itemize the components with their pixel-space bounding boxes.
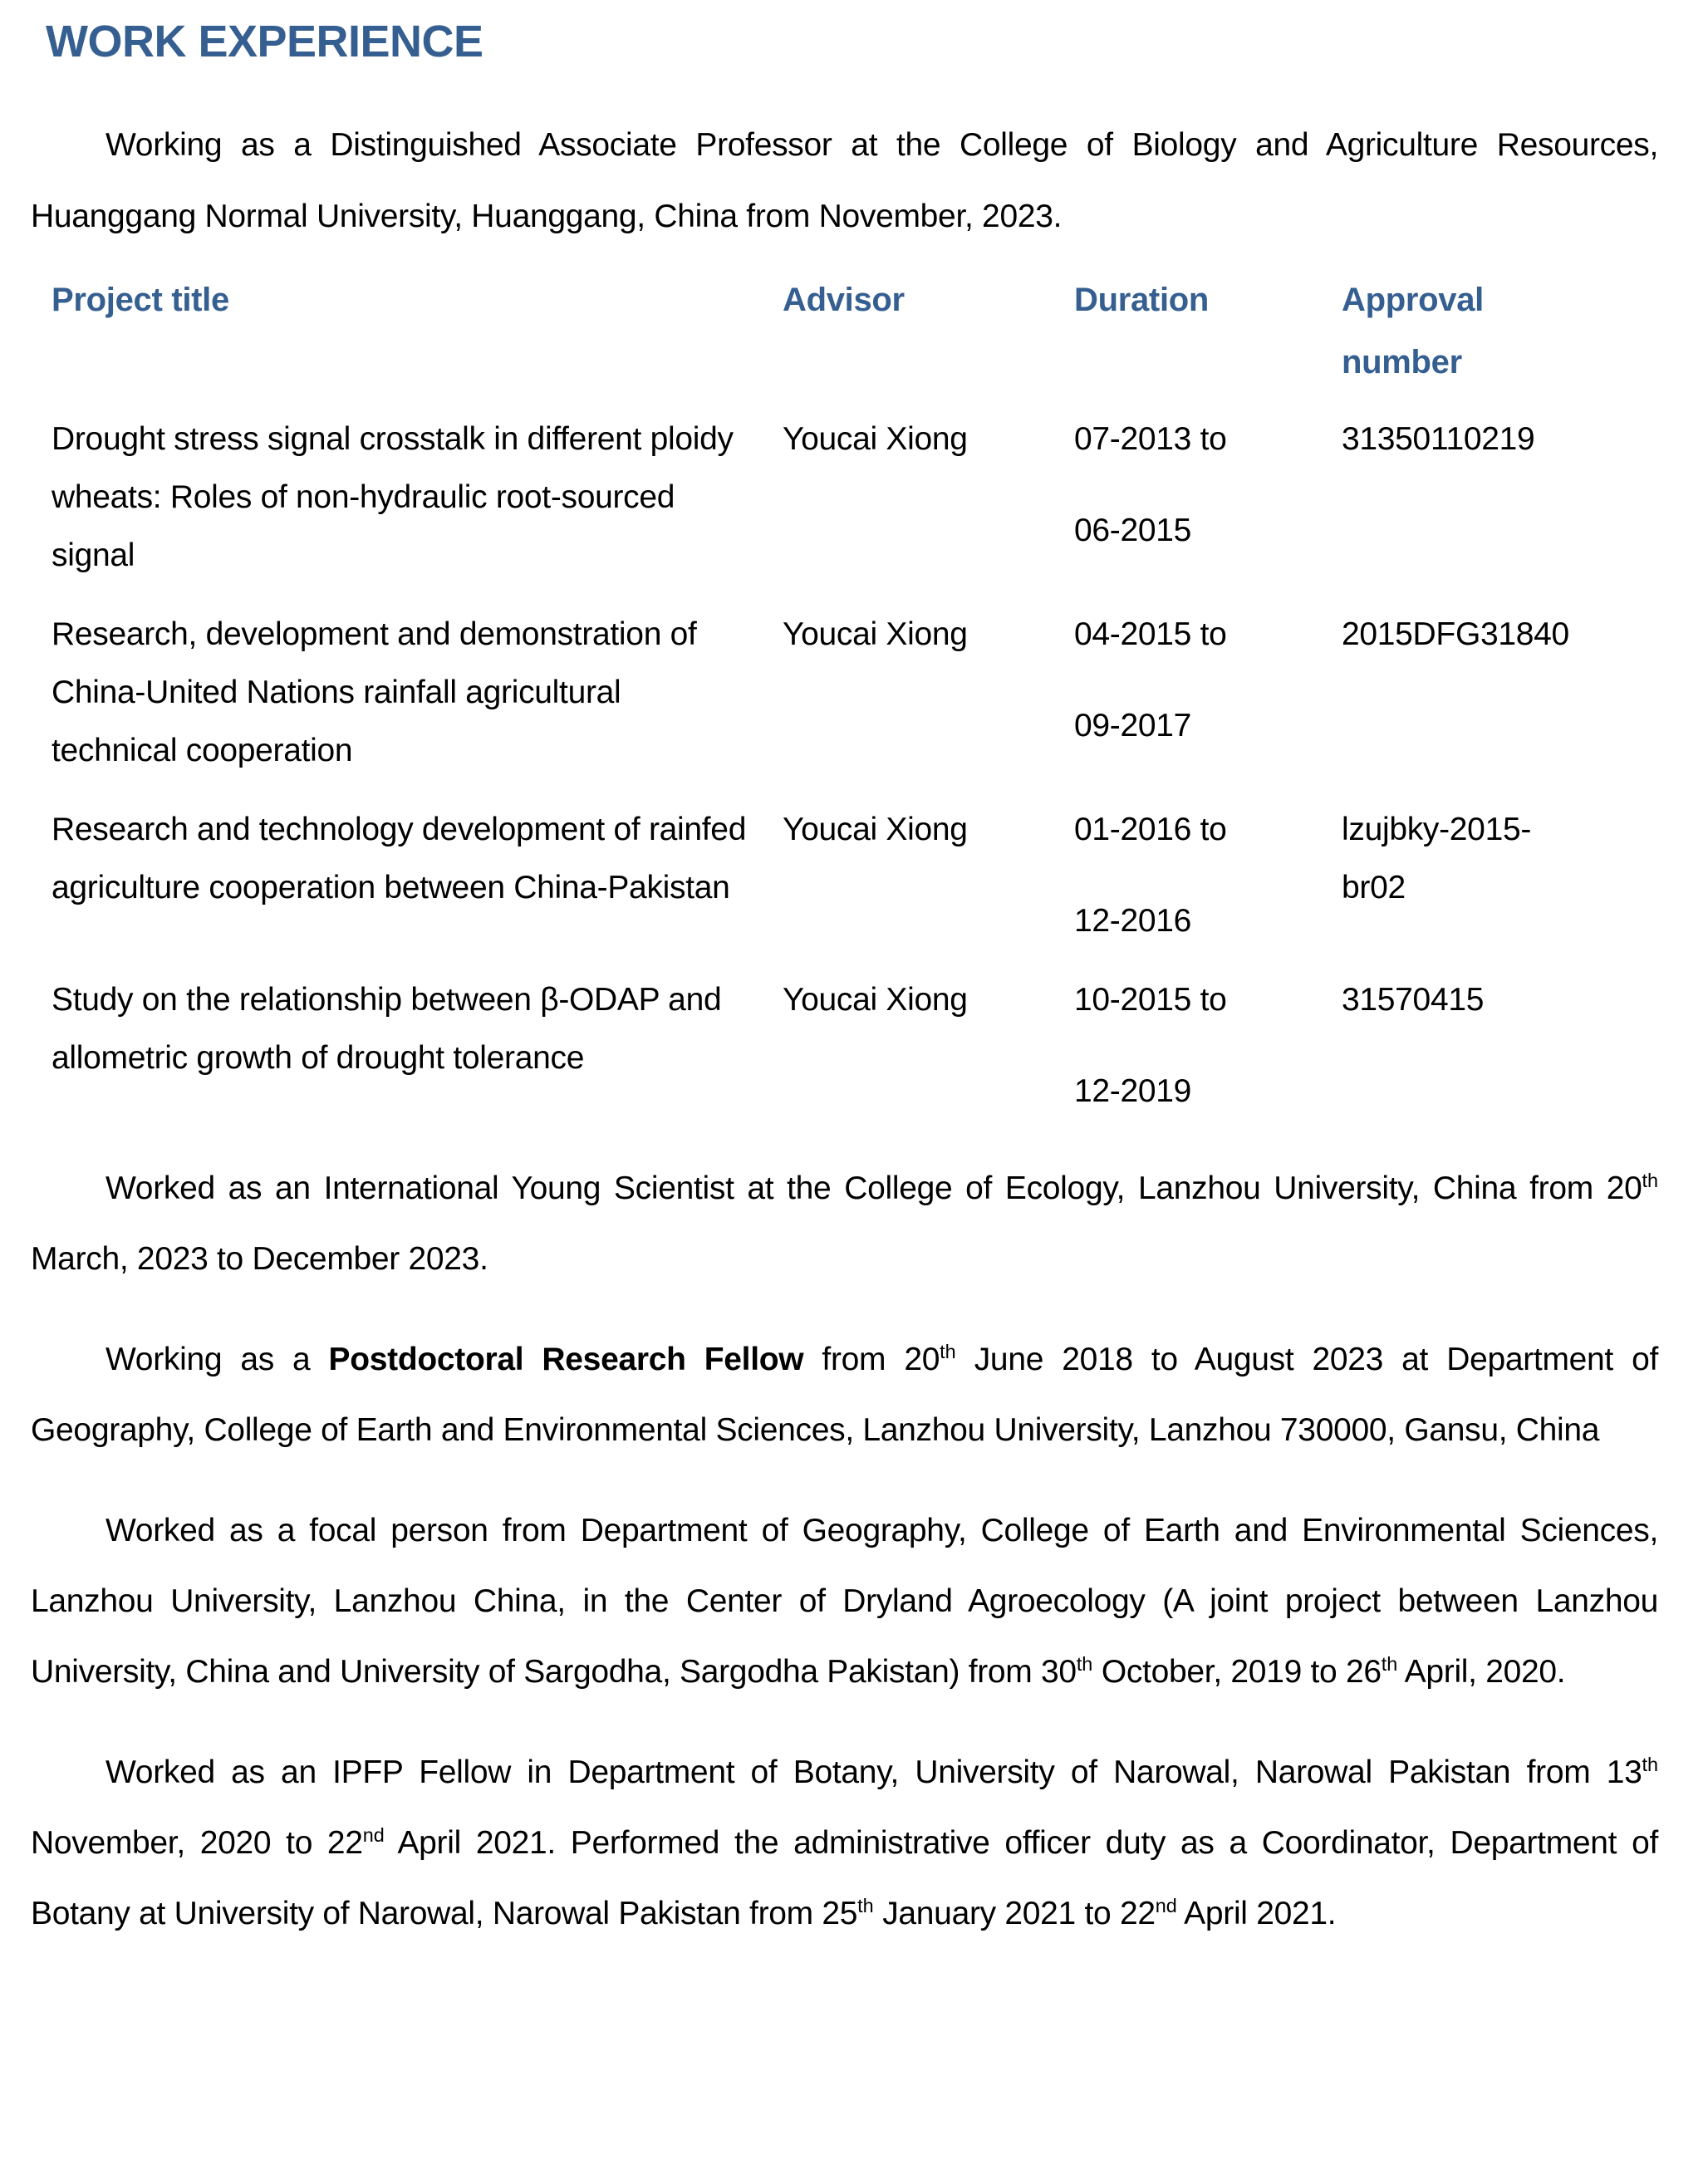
duration-end: 09-2017: [1074, 708, 1192, 743]
duration-start: 04-2015 to: [1074, 616, 1227, 652]
advisor-cell: Youcai Xiong: [783, 982, 968, 1018]
intro-paragraph: Working as a Distinguished Associate Professor at the College of Biology and Agriculture Resources, Huanggang Normal University, Huanggang, China from November, 2023.: [31, 127, 1658, 234]
duration-cell: [1074, 971, 1342, 1121]
postdoctoral-fellow-paragraph: Working as a Postdoctoral Research Fellow from 20th June 2018 to August 2023 at Department of Geography, College of Earth and Environmental Sciences, Lanzhou University, Lanzhou 730000, Gansu, China: [31, 1341, 1659, 1448]
advisor-cell: Youcai Xiong: [783, 812, 968, 847]
duration-cell: [1074, 410, 1342, 585]
advisor-cell: Youcai Xiong: [783, 421, 968, 457]
column-header-approval-number: Approval number: [1342, 282, 1484, 380]
duration-start: 07-2013 to: [1074, 421, 1227, 457]
duration-end: 12-2019: [1074, 1073, 1192, 1109]
duration-end: 06-2015: [1074, 513, 1192, 548]
column-header-advisor: Advisor: [783, 282, 905, 318]
duration-cell: [1074, 801, 1342, 950]
duration-cell: [1074, 606, 1342, 780]
ipfp-fellow-paragraph: Worked as an IPFP Fellow in Department of Botany, University of Narowal, Narowal Pakistan from 13th November, 2020 to 22nd April 2021. Performed the administrative officer duty as a Coordinator, Department of Botany at University of Narowal, Narowal Pakistan from 25th January 2021 to 22nd April 2021.: [31, 1754, 1658, 1931]
focal-person-paragraph: Worked as a focal person from Department of Geography, College of Earth and Environmental Sciences, Lanzhou University, Lanzhou China, in the Center of Dryland Agroecology (A joint project between Lanzhou University, China and University of Sargodha, Sargodha Pakistan) from 30th October, 2019 to 26th April, 2020.: [31, 1513, 1658, 1690]
approval-number-cell: 31570415: [1342, 982, 1485, 1018]
page-title: WORK EXPERIENCE: [46, 17, 483, 66]
project-title-cell: Research and technology development of rainfed agriculture cooperation between China-Pakistan: [52, 812, 747, 905]
approval-number-cell: lzujbky-2015-br02: [1342, 812, 1532, 905]
project-title-cell: Drought stress signal crosstalk in different ploidy wheats: Roles of non-hydraulic root-sourced signal: [52, 421, 734, 573]
projects-table: [52, 269, 1658, 1141]
approval-number-cell: 31350110219: [1342, 421, 1535, 457]
approval-number-cell: 2015DFG31840: [1342, 616, 1569, 652]
duration-start: 01-2016 to: [1074, 812, 1227, 847]
project-title-cell: Research, development and demonstration of China-United Nations rainfall agricultural technical cooperation: [52, 616, 697, 768]
young-scientist-paragraph: Worked as an International Young Scientist at the College of Ecology, Lanzhou University, China from 20th March, 2023 to December 2023.: [31, 1170, 1658, 1277]
column-header-duration: Duration: [1074, 282, 1210, 318]
advisor-cell: Youcai Xiong: [783, 616, 968, 652]
project-title-cell: Study on the relationship between β-ODAP and allometric growth of drought tolerance: [52, 982, 722, 1076]
duration-start: 10-2015 to: [1074, 982, 1227, 1018]
duration-end: 12-2016: [1074, 903, 1192, 939]
column-header-project-title: Project title: [52, 282, 229, 318]
